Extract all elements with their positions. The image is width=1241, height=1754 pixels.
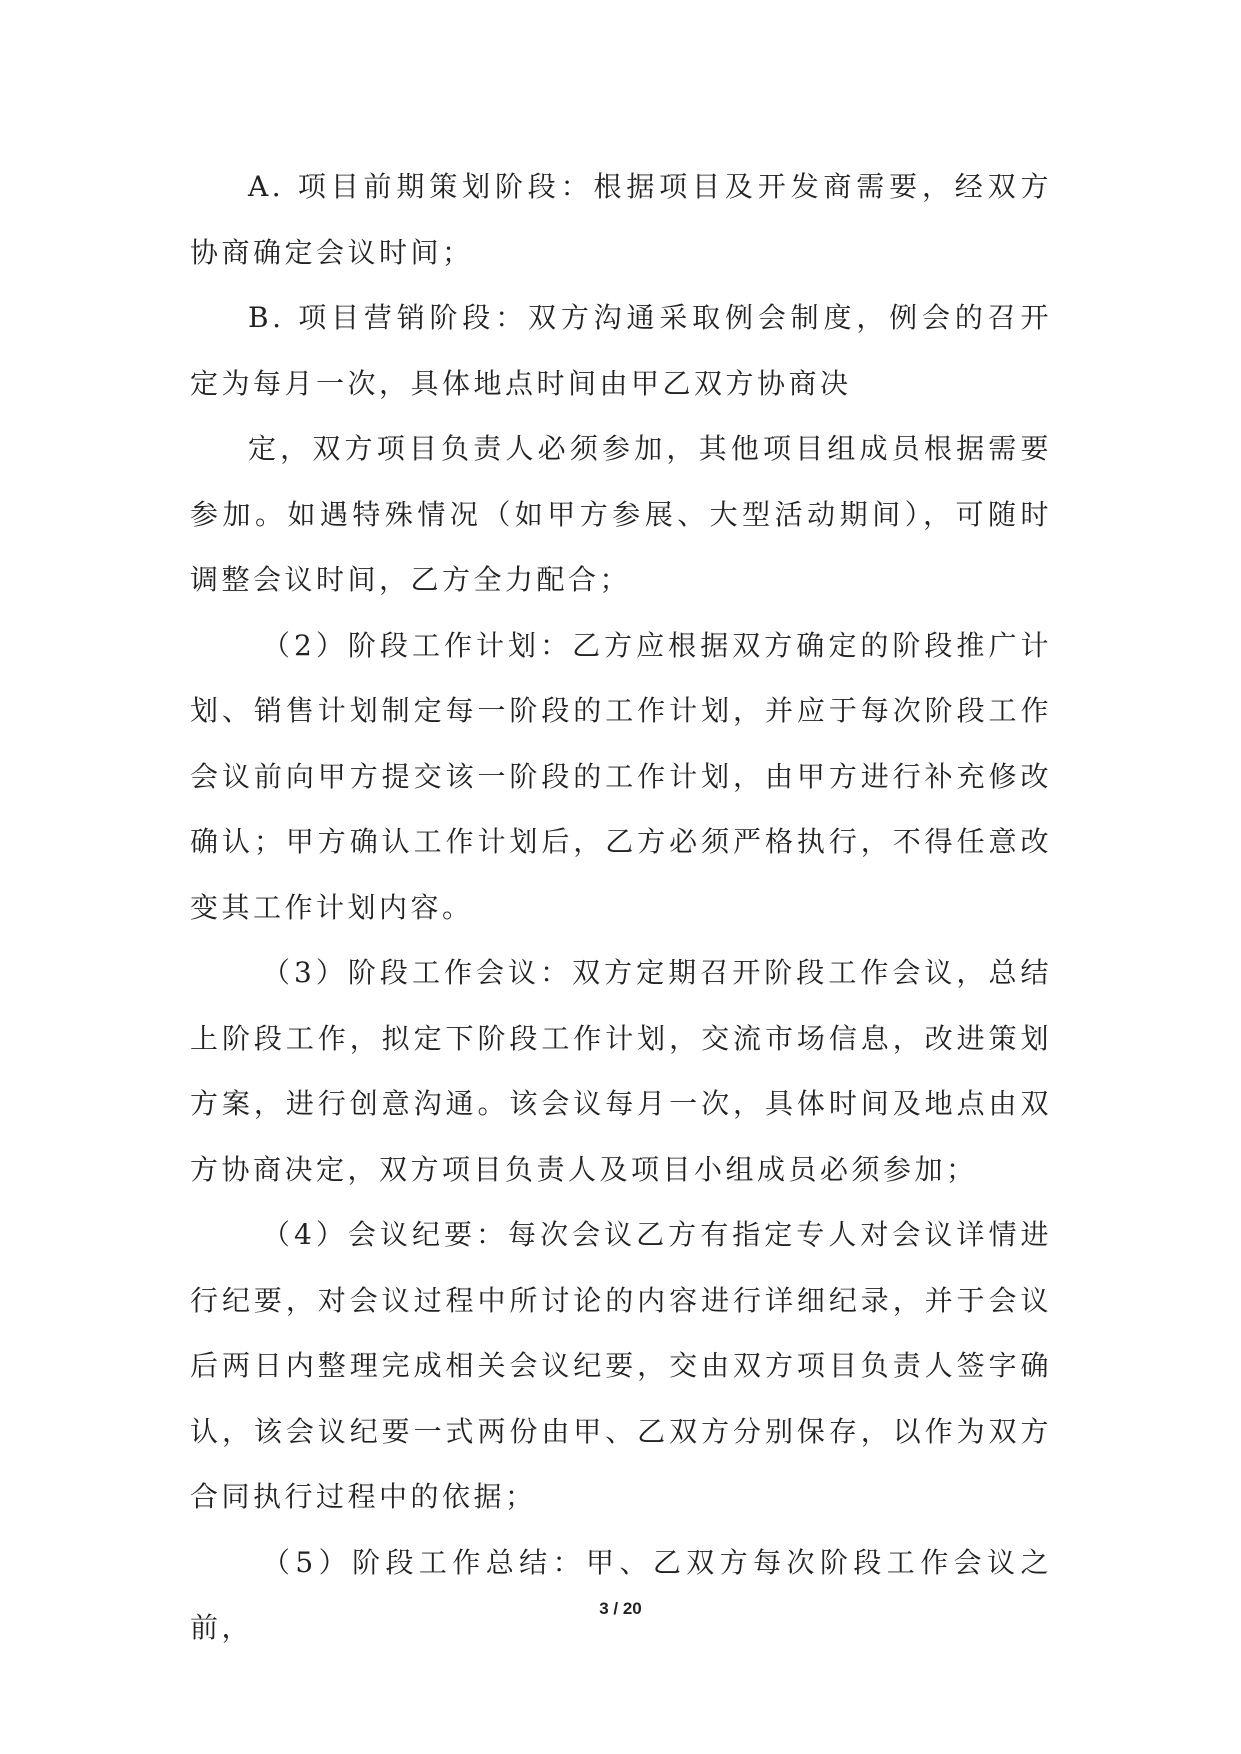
page-number: 3 / 20 [599, 1599, 642, 1618]
paragraph-meeting-attendance: 定，双方项目负责人必须参加，其他项目组成员根据需要参加。如遇特殊情况（如甲方参展、大型活动期间），可随时调整会议时间，乙方全力配合； [190, 432, 1052, 596]
paragraph-stage-work-meeting: （3）阶段工作会议：双方定期召开阶段工作会议，总结上阶段工作，拟定下阶段工作计划，交流市场信息，改进策划方案，进行创意沟通。该会议每月一次，具体时间及地点由双方协商决定，双方项目负责人及项目小组成员必须参加； [190, 956, 1052, 1186]
paragraph-meeting-marketing-stage: B. 项目营销阶段：双方沟通采取例会制度，例会的召开定为每月一次，具体地点时间由甲乙双方协商决 [190, 301, 1052, 400]
paragraph-meeting-minutes: （4）会议纪要：每次会议乙方有指定专人对会议详情进行纪要，对会议过程中所讨论的内容进行详细纪录，并于会议后两日内整理完成相关会议纪要，交由双方项目负责人签字确认，该会议纪要一式两份由甲、乙双方分别保存，以作为双方合同执行过程中的依据； [190, 1218, 1052, 1513]
paragraph-stage-work-plan: （2）阶段工作计划：乙方应根据双方确定的阶段推广计划、销售计划制定每一阶段的工作计划，并应于每次阶段工作会议前向甲方提交该一阶段的工作计划，由甲方进行补充修改确认；甲方确认工作计划后，乙方必须严格执行，不得任意改变其工作计划内容。 [190, 628, 1052, 924]
paragraph-stage-work-summary: （5）阶段工作总结：甲、乙双方每次阶段工作会议之前， [190, 1545, 1052, 1644]
paragraph-meeting-planning-stage: A. 项目前期策划阶段：根据项目及开发商需要，经双方协商确定会议时间； [190, 170, 1052, 269]
document-body [190, 154, 1052, 1661]
